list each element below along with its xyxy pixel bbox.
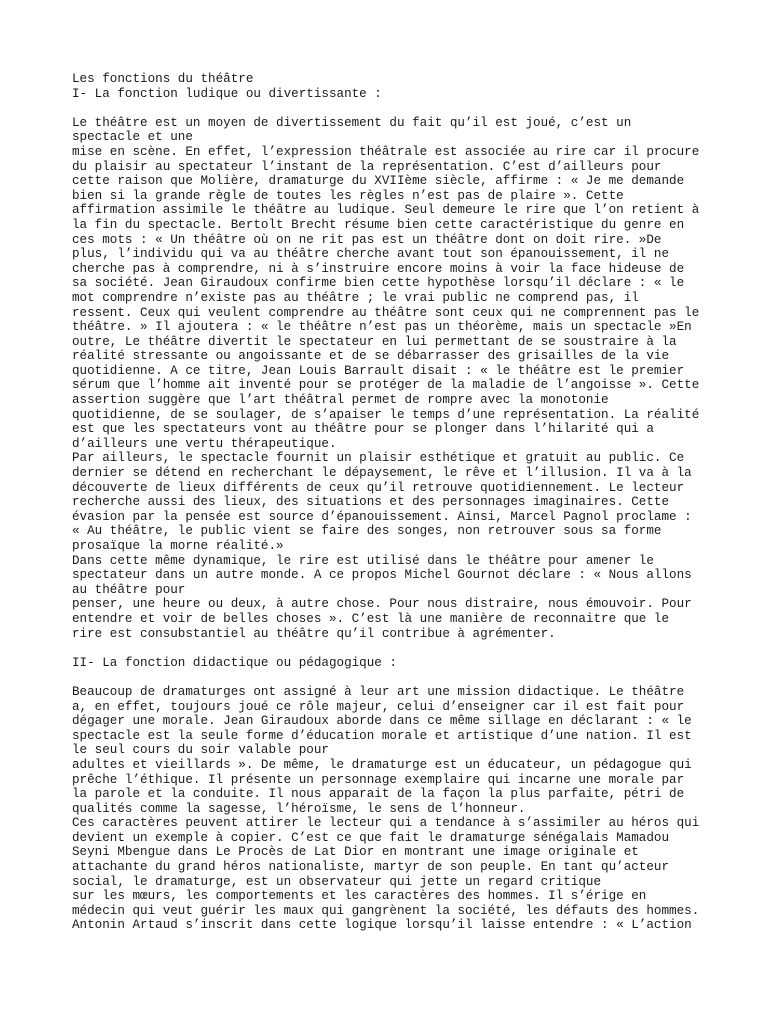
text-line: spectateur dans un autre monde. A ce propos Michel Gournot déclare : « Nous allons [72,568,692,583]
text-line: cherche pas à comprendre, ni à s’instruire encore moins à voir la face hideuse de [72,261,685,276]
text-line: qualités comme la sagesse, l’héroïsme, le sens de l’honneur. [72,801,526,816]
text-line: Ces caractères peuvent attirer le lecteur qui a tendance à s’assimiler au héros qui [72,816,700,831]
text-line: la parole et la conduite. Il nous apparait de la façon la plus parfaite, pétri de [72,787,685,802]
text-line: entendre et voir de belles choses ». C’est là une manière de reconnaitre que le [72,611,670,626]
blank-line [72,101,712,116]
text-line: outre, Le théâtre divertit le spectateur en lui permettant de se soustraire à la [72,334,677,349]
text-line: du plaisir au spectateur l’instant de la représentation. C’est d’ailleurs pour [72,159,662,174]
section-2-heading: II- La fonction didactique ou pédagogique : [72,655,397,670]
text-line: spectacle est la seule forme d’éducation morale et artistique d’une nation. Il est [72,728,692,743]
text-line: prêche l’éthique. Il présente un personnage exemplaire qui incarne une morale par [72,772,685,787]
text-line: rire est consubstantiel au théâtre qu’il contribue à agrémenter. [72,626,556,641]
text-line: prosaïque la morne réalité.» [72,539,284,553]
text-line: adultes et vieillards ». De même, le dramaturge est un éducateur, un pédagogue qui [72,757,692,772]
blank-line [72,670,712,685]
text-line: au théâtre pour [72,582,186,597]
text-line: recherche aussi des lieux, des situations et des personnages imaginaires. Cette [72,495,670,510]
text-line: cette raison que Molière, dramaturge du XVIIème siècle, affirme : « Je me demande [72,174,685,189]
text-line: spectacle et une [72,130,193,145]
text-line: mise en scène. En effet, l’expression théâtrale est associée au rire car il procure [72,144,700,159]
text-line: découverte de lieux différents de ceux qu’il retrouve quotidiennement. Le lecteur [72,480,685,495]
blank-line [72,641,712,656]
text-line: affirmation assimile le théâtre au ludique. Seul demeure le rire que l’on retient à [72,203,700,218]
text-line: évasion par la pensée est source d’épanouissement. Ainsi, Marcel Pagnol proclame : [72,509,692,524]
text-line: sa société. Jean Giraudoux confirme bien cette hypothèse lorsqu’il déclare : « le [72,276,685,291]
text-line: Par ailleurs, le spectacle fournit un plaisir esthétique et gratuit au public. Ce [72,451,685,466]
section-2-body [72,685,712,933]
text-line: quotidienne. A ce titre, Jean Louis Barrault disait : « le théâtre est le premier [72,363,685,378]
text-line: dégager une morale. Jean Giraudoux aborde dans ce même sillage en déclarant : « le [72,714,692,729]
text-line: sérum que l’homme ait inventé pour se protéger de la maladie de l’angoisse ». Cette [72,378,700,393]
text-line: Seyni Mbengue dans Le Procès de Lat Dior en montrant une image originale et [72,845,639,860]
text-line: social, le dramaturge, est un observateur qui jette un regard critique [72,874,602,889]
text-line: d’ailleurs une vertu thérapeutique. [72,436,337,451]
document-page [72,72,712,933]
text-line: devient un exemple à copier. C’est ce que fait le dramaturge sénégalais Mamadou [72,830,670,845]
text-line: ressent. Ceux qui veulent comprendre au théâtre sont ceux qui ne comprennent pas le [72,305,700,320]
text-line: Dans cette même dynamique, le rire est utilisé dans le théâtre pour amener le [72,553,654,568]
text-line: ces mots : « Un théâtre où on ne rit pas est un théâtre dont on doit rire. »De [72,232,662,247]
text-line: théâtre. » Il ajoutera : « le théâtre n’est pas un théorème, mais un spectacle »En [72,320,692,335]
text-line: médecin qui veut guérir les maux qui gangrènent la société, les défauts des hommes. [72,903,700,918]
text-line: quotidienne, de se soulager, de s’apaiser le temps d’une représentation. La réalité [72,407,700,422]
text-line: la fin du spectacle. Bertolt Brecht résume bien cette caractéristique du genre en [72,217,685,232]
text-line: Antonin Artaud s’inscrit dans cette logique lorsqu’il laisse entendre : « L’action [72,918,692,933]
text-line: attachante du grand héros nationaliste, martyr de son peuple. En tant qu’acteur [72,860,670,875]
text-line: est que les spectateurs vont au théâtre pour se plonger dans l’hilarité qui a [72,422,654,437]
section-1-body [72,116,712,641]
text-line: le seul cours du soir valable pour [72,743,329,758]
document-title: Les fonctions du théâtre [72,72,254,86]
section-1-heading: I- La fonction ludique ou divertissante : [72,86,382,101]
text-line: réalité stressante ou angoissante et de se débarrasser des grisailles de la vie [72,349,670,364]
text-line: penser, une heure ou deux, à autre chose. Pour nous distraire, nous émouvoir. Pour [72,597,692,612]
text-line: dernier se détend en recherchant le dépaysement, le rêve et l’illusion. Il va à la [72,466,692,481]
text-line: mot comprendre n’existe pas au théâtre ; le vrai public ne comprend pas, il [72,290,639,305]
text-line: assertion suggère que l’art théâtral permet de rompre avec la monotonie [72,393,609,408]
text-line: Le théâtre est un moyen de divertissement du fait qu’il est joué, c’est un [72,115,632,130]
text-line: bien si la grande règle de toutes les règles n’est pas de plaire ». Cette [72,188,624,203]
text-line: Beaucoup de dramaturges ont assigné à leur art une mission didactique. Le théâtre [72,684,685,699]
text-line: « Au théâtre, le public vient se faire des songes, non retrouver sous sa forme [72,524,662,539]
text-line: sur les mœurs, les comportements et les caractères des hommes. Il s’érige en [72,889,647,904]
text-line: plus, l’individu qui va au théâtre cherche avant tout son épanouissement, il ne [72,247,670,262]
text-line: a, en effet, toujours joué ce rôle majeur, celui d’enseigner car il est fait pour [72,699,685,714]
